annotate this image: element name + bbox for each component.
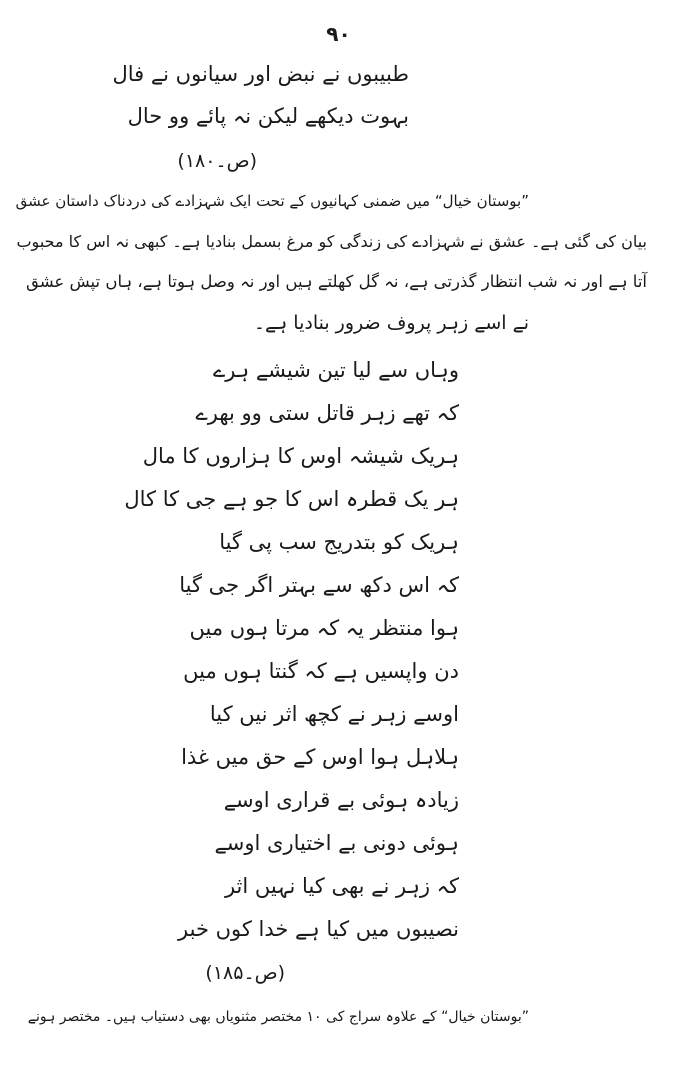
verse-line: دن واپسیں ہے کہ گنتا ہوں میں xyxy=(183,659,459,683)
verse-line: اوسے زہر نے کچھ اثر نیں کیا xyxy=(209,702,459,726)
reference-citation: (ص۔۱۸۵) xyxy=(205,962,285,984)
paragraph-line: ”بوستان خیال“ میں ضمنی کہانیوں کے تحت ایک شہزادے کی دردناک داستان عشق xyxy=(15,192,529,210)
verse-line: نصیبوں میں کیا ہے خدا کوں خبر xyxy=(178,917,459,941)
paragraph-line: بیان کی گئی ہے۔ عشق نے شہزادے کی زندگی کو مرغ بسمل بنادیا ہے۔ کبھی نہ اس کا محبوب xyxy=(16,232,647,251)
verse-line: کہ تھے زہر قاتل ستی وو بھرے xyxy=(195,401,459,425)
verse-line: زیادہ ہوئی بے قراری اوسے xyxy=(223,788,459,812)
paragraph-line: ”بوستان خیال“ کے علاوہ سراج کی ۱۰ مختصر مثنویاں بھی دستیاب ہیں۔ مختصر ہونے xyxy=(27,1009,529,1025)
paragraph-line: نے اسے زہر پروف ضرور بنادیا ہے۔ xyxy=(253,312,529,334)
paragraph-line: آتا ہے اور نہ شب انتظار گذرتی ہے، نہ گل کھلتے ہیں اور نہ وصل ہوتا ہے، ہاں تپش عشق xyxy=(25,272,647,291)
verse-line: ہر یک قطرہ اس کا جو ہے جی کا کال xyxy=(124,487,459,511)
verse-line: کہ اس دکھ سے بہتر اگر جی گیا xyxy=(179,573,459,597)
verse-line: کہ زہر نے بھی کیا نہیں اثر xyxy=(224,874,459,898)
verse-line: بہوت دیکھے لیکن نہ پائے وو حال xyxy=(127,104,409,128)
verse-line: ہلاہل ہوا اوس کے حق میں غذا xyxy=(181,745,459,769)
page-number: ۹۰ xyxy=(326,22,351,46)
verse-line: طبیبوں نے نبض اور سیانوں نے فال xyxy=(112,62,409,86)
verse-line: ہریک کو بتدریج سب پی گیا xyxy=(219,530,459,554)
verse-line: وہاں سے لیا تین شیشے ہرے xyxy=(212,358,459,382)
verse-line: ہوئی دونی بے اختیاری اوسے xyxy=(214,831,459,855)
verse-line: ہریک شیشہ اوس کا ہزاروں کا مال xyxy=(142,444,459,468)
verse-line: ہوا منتظر یہ کہ مرتا ہوں میں xyxy=(189,616,459,640)
reference-citation: (ص۔۱۸۰) xyxy=(177,150,257,172)
